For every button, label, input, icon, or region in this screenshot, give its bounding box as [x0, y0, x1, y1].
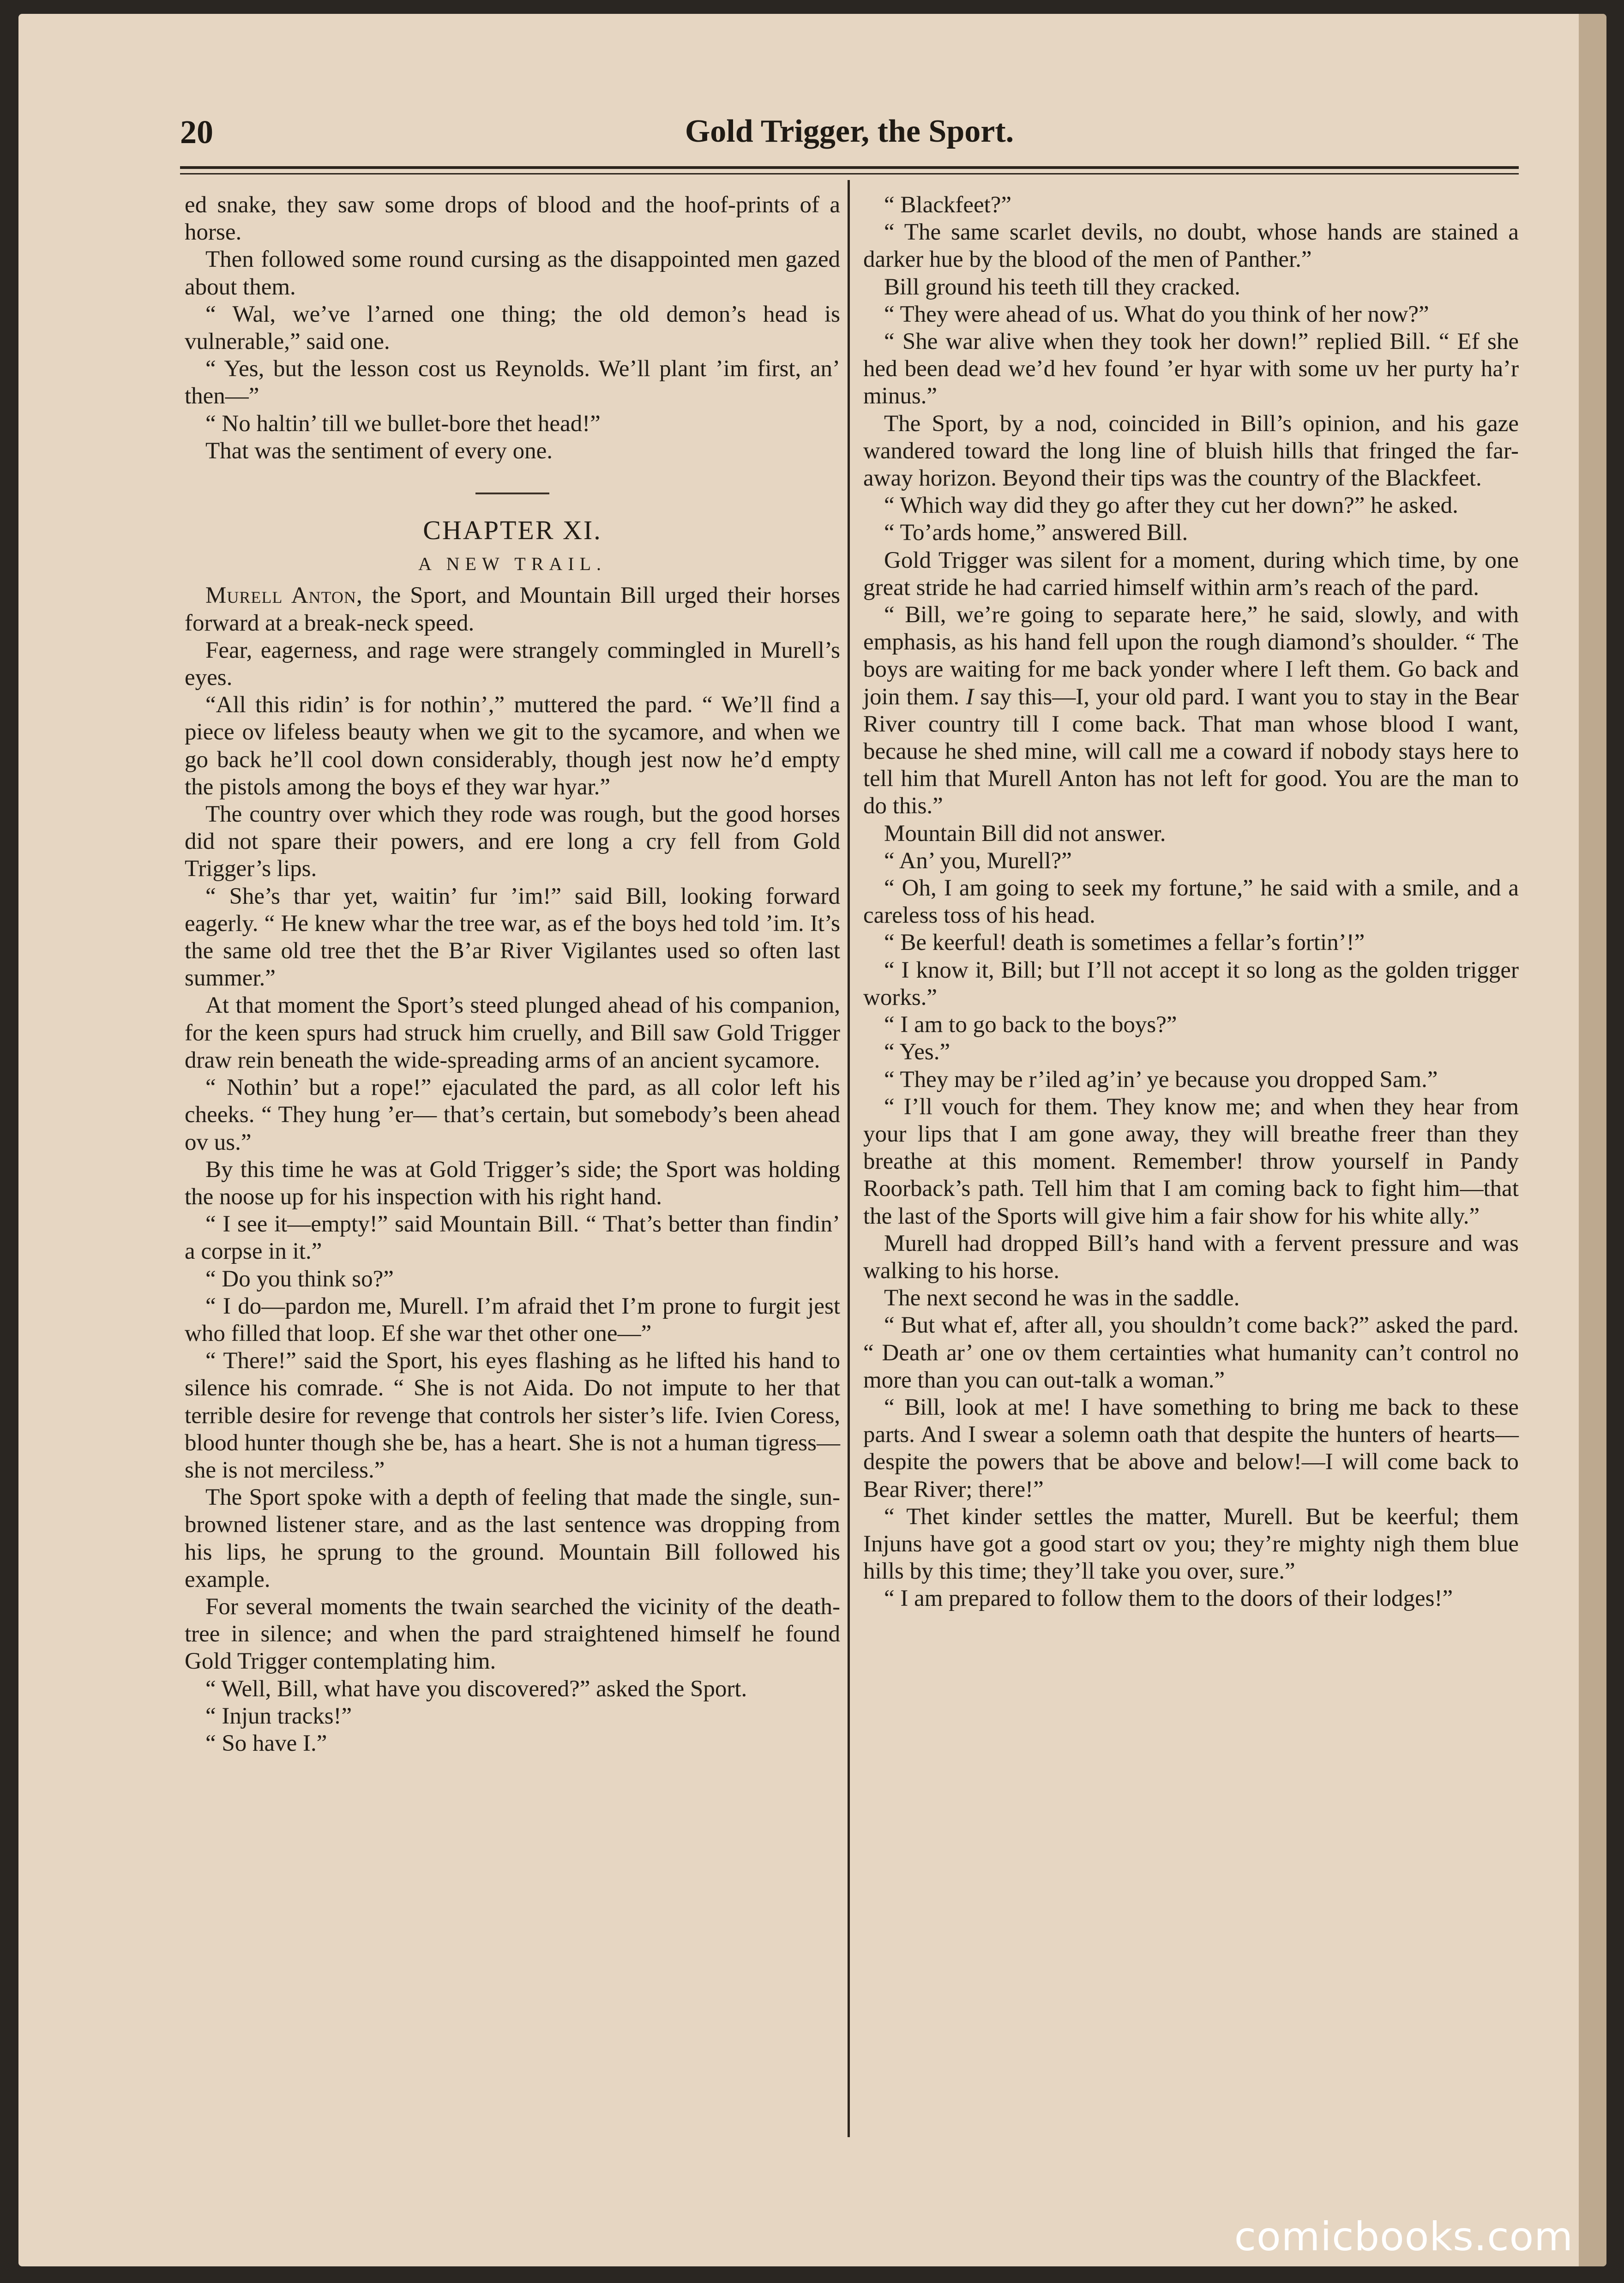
paragraph: “ I know it, Bill; but I’ll not accept it so long as the golden trigger works.” — [863, 957, 1519, 1010]
paragraph: The next second he was in the saddle. — [884, 1285, 1240, 1311]
paragraph: Then followed some round cursing as the disappointed men gazed about them. — [185, 246, 840, 300]
paragraph: “ Nothin’ but a rope!” ejaculated the pard, as all color left his cheeks. “ They hung ’er— that’s certain, but somebody’s been ahead ov us.” — [185, 1075, 840, 1155]
paragraph: Mountain Bill did not answer. — [884, 820, 1166, 847]
paragraph: “ Yes, but the lesson cost us Reynolds. We’ll plant ’im first, an’ then—” — [185, 356, 840, 409]
paragraph: The Sport spoke with a depth of feeling that made the single, sun-browned listener stare, and as the last sentence was dropping from his lips, he sprung to the ground. Mountain Bill followed his example. — [185, 1484, 840, 1592]
paragraph: “ I am prepared to follow them to the doors of their lodges!” — [884, 1586, 1453, 1612]
paragraph: At that moment the Sport’s steed plunged ahead of his companion, for the keen spurs had struck him cruelly, and Bill saw Gold Trigger draw rein beneath the wide-spreading arms of an ancient sycamore. — [185, 992, 840, 1073]
paragraph: “ I’ll vouch for them. They know me; and when they hear from your lips that I am gone away, they will breathe freer than they breathe at this moment. Remember! throw yourself in Pandy Roorback’s path. Tell him that I am coming back to fight him—that the last of the Sports will give him a fair show for his white ally.” — [863, 1093, 1519, 1229]
paragraph: “ But what ef, after all, you shouldn’t come back?” asked the pard. “ Death ar’ one ov them certainties what humanity can’t control no more than you can out-talk a woman.” — [863, 1312, 1519, 1393]
paragraph — [185, 582, 840, 637]
paragraph: “ Do you think so?” — [205, 1266, 394, 1292]
section-divider — [475, 493, 549, 494]
paragraph: “ The same scarlet devils, no doubt, whose hands are stained a darker hue by the blood of the men of Panther.” — [863, 219, 1519, 273]
header-rule-thin — [180, 173, 1519, 174]
paragraph-text: “ Bill, we’re going to separate here,” he said, slowly, and with emphasis, as his hand fell upon the rough diamond’s shoulder. “ The boys are waiting for me back yonder where I left them. Go back and join them. — [863, 602, 1519, 710]
paragraph: “ Oh, I am going to seek my fortune,” he said with a smile, and a careless toss of his head. — [863, 875, 1519, 929]
left-column — [185, 192, 840, 1757]
paragraph-text: say this—I, your old pard. I want you to stay in the Bear River country till I come back. That man whose blood I want, because he shed mine, will call me a coward if nobody stays here to tell him that Murell Anton has not left for good. You are the man to do this.” — [863, 684, 1519, 819]
column-divider — [848, 180, 850, 2137]
paragraph: “ She war alive when they took her down!” replied Bill. “ Ef she hed been dead we’d hev found ’er hyar with some uv her purty ha’r minus.” — [863, 329, 1519, 409]
header-rule — [180, 166, 1519, 169]
paragraph-text: the Sport, and Mountain Bill urged their horses forward at a break-neck speed. — [185, 583, 840, 636]
paragraph: “ Bill, look at me! I have something to bring me back to these parts. And I swear a solemn oath that despite the hunters of hearts—despite the powers that be above and below!—I will come back to Bear River; there!” — [863, 1394, 1519, 1502]
paragraph: The country over which they rode was rough, but the good horses did not spare their powers, and ere long a cry fell from Gold Trigger’s lips. — [185, 801, 840, 882]
paragraph: “ Thet kinder settles the matter, Murell. But be keerful; them Injuns have got a good start ov you; they’re mighty nigh them blue hills by this time; they’ll take you over, sure.” — [863, 1503, 1519, 1585]
page-header — [180, 104, 1519, 159]
paragraph: Gold Trigger was silent for a moment, during which time, by one great stride he had carried himself within arm’s reach of the pard. — [863, 547, 1519, 601]
paragraph: For several moments the twain searched the vicinity of the death-tree in silence; and when the pard straightened himself he found Gold Trigger contemplating him. — [185, 1593, 840, 1675]
paragraph: “ They were ahead of us. What do you think of her now?” — [884, 301, 1429, 327]
paragraph: That was the sentiment of every one. — [205, 438, 553, 464]
paragraph: “ Which way did they go after they cut her down?” he asked. — [884, 493, 1458, 519]
chapter-opening-name: Murell Anton, — [205, 583, 363, 609]
paragraph: “ I do—pardon me, Murell. I’m afraid thet I’m prone to furgit jest who filled that loop. Ef she war thet other one—” — [185, 1293, 840, 1346]
paragraph: By this time he was at Gold Trigger’s side; the Sport was holding the noose up for his inspection with his right hand. — [185, 1156, 840, 1210]
paragraph: “ Wal, we’ve l’arned one thing; the old demon’s head is vulnerable,” said one. — [185, 301, 840, 355]
running-title: Gold Trigger, the Sport. — [685, 114, 1014, 149]
paragraph: “ So have I.” — [205, 1730, 327, 1756]
paragraph: Fear, eagerness, and rage were strangely commingled in Murell’s eyes. — [185, 637, 840, 691]
paragraph: “ They may be r’iled ag’in’ ye because you dropped Sam.” — [884, 1066, 1438, 1093]
paragraph: “ Well, Bill, what have you discovered?” asked the Sport. — [205, 1676, 747, 1702]
paragraph: “ No haltin’ till we bullet-bore thet head!” — [205, 410, 601, 437]
paragraph: “ Be keerful! death is sometimes a fellar’s fortin’!” — [884, 930, 1365, 956]
paragraph: The Sport, by a nod, coincided in Bill’s opinion, and his gaze wandered toward the long line of bluish hills that fringed the far-away horizon. Beyond their tips was the country of the Blackfeet. — [863, 410, 1519, 492]
paragraph: “ I am to go back to the boys?” — [884, 1012, 1177, 1038]
paragraph: “ Blackfeet?” — [884, 192, 1012, 218]
paragraph: “ Yes.” — [884, 1039, 950, 1065]
page-number: 20 — [180, 114, 213, 150]
chapter-title: CHAPTER XI. — [423, 515, 602, 546]
paragraph: “ To’ards home,” answered Bill. — [884, 520, 1188, 546]
magazine-page — [18, 14, 1606, 2266]
page-spine-edge — [1579, 14, 1606, 2266]
paragraph: “ There!” said the Sport, his eyes flashing as he lifted his hand to silence his comrade. “ She is not Aida. Do not impute to her that terrible desire for revenge that controls her sister’s life. Ivien Coress, blood hunter though she be, has a heart. She is not a human tigress—she is not merciless.” — [185, 1348, 840, 1483]
watermark: comicbooks.com — [1234, 2214, 1573, 2260]
paragraph: ed snake, they saw some drops of blood and the hoof-prints of a horse. — [185, 192, 840, 246]
chapter-subtitle: A NEW TRAIL. — [418, 553, 607, 575]
paragraph: “ She’s thar yet, waitin’ fur ’im!” said Bill, looking forward eagerly. “ He knew whar the tree war, as ef the boys hed told ’im. It’s the same old tree thet the B’ar River Vigilantes used so often last summer.” — [185, 883, 840, 991]
paragraph: “All this ridin’ is for nothin’,” muttered the pard. “ We’ll find a piece ov lifeless beauty when we git to the sycamore, and when we go back he’ll cool down considerably, though jest now he’d empty the pistols among the boys ef they war hyar.” — [185, 692, 840, 800]
paragraph: Bill ground his teeth till they cracked. — [884, 274, 1240, 300]
right-column — [863, 192, 1519, 1613]
paragraph: Murell had dropped Bill’s hand with a fervent pressure and was walking to his horse. — [863, 1230, 1519, 1284]
paragraph: “ An’ you, Murell?” — [884, 847, 1072, 874]
paragraph: “ I see it—empty!” said Mountain Bill. “ That’s better than findin’ a corpse in it.” — [185, 1211, 840, 1265]
emphasis-text: I — [966, 684, 974, 710]
paragraph: “ Injun tracks!” — [205, 1703, 352, 1729]
paragraph — [863, 601, 1519, 820]
